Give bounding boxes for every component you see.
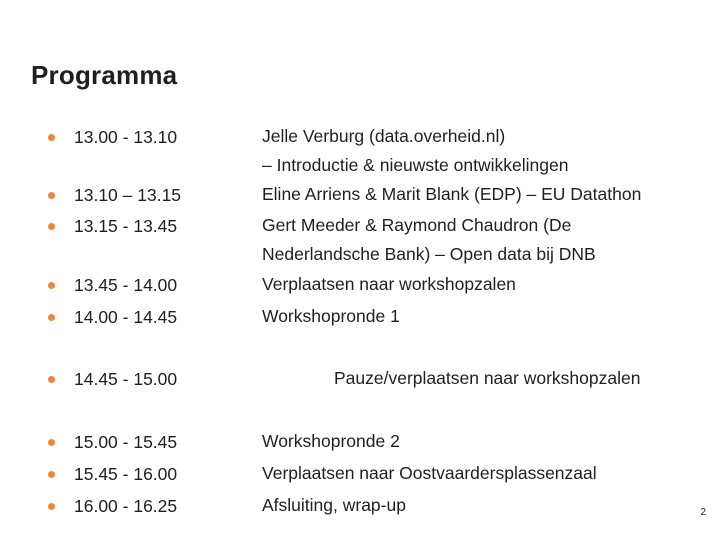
schedule-time: 16.00 - 16.25 — [74, 496, 178, 516]
bullet-icon — [48, 134, 55, 141]
schedule-description: Gert Meeder & Raymond Chaudron (De — [262, 215, 572, 235]
schedule-time: 13.00 - 13.10 — [74, 127, 178, 147]
bullet-icon — [48, 282, 55, 289]
page-title: Programma — [31, 60, 178, 90]
schedule-time: 14.00 - 14.45 — [74, 307, 178, 327]
bullet-icon — [48, 439, 55, 446]
schedule-time: 14.45 - 15.00 — [74, 369, 178, 389]
schedule-description: Verplaatsen naar Oostvaardersplassenzaal — [262, 463, 597, 483]
schedule-description: Workshopronde 2 — [262, 431, 400, 451]
schedule-description: Afsluiting, wrap-up — [262, 495, 406, 515]
schedule-description: Pauze/verplaatsen naar workshopzalen — [334, 368, 641, 388]
bullet-icon — [48, 376, 55, 383]
bullet-icon — [48, 192, 55, 199]
bullet-icon — [48, 471, 55, 478]
schedule-time: 15.00 - 15.45 — [74, 432, 178, 452]
schedule-time: 13.45 - 14.00 — [74, 275, 178, 295]
bullet-icon — [48, 314, 55, 321]
schedule-description: Workshopronde 1 — [262, 306, 400, 326]
schedule-description-continued: Nederlandsche Bank) – Open data bij DNB — [262, 244, 596, 264]
page-number: 2 — [700, 507, 706, 518]
schedule-description: Verplaatsen naar workshopzalen — [262, 274, 516, 294]
schedule-time: 15.45 - 16.00 — [74, 464, 178, 484]
schedule-time: 13.15 - 13.45 — [74, 216, 178, 236]
bullet-icon — [48, 503, 55, 510]
bullet-icon — [48, 223, 55, 230]
schedule-time: 13.10 – 13.15 — [74, 185, 182, 205]
schedule-description: Eline Arriens & Marit Blank (EDP) – EU Datathon — [262, 184, 642, 204]
schedule-description: Jelle Verburg (data.overheid.nl) — [262, 126, 506, 146]
schedule-description-continued: – Introductie & nieuwste ontwikkelingen — [262, 155, 569, 175]
